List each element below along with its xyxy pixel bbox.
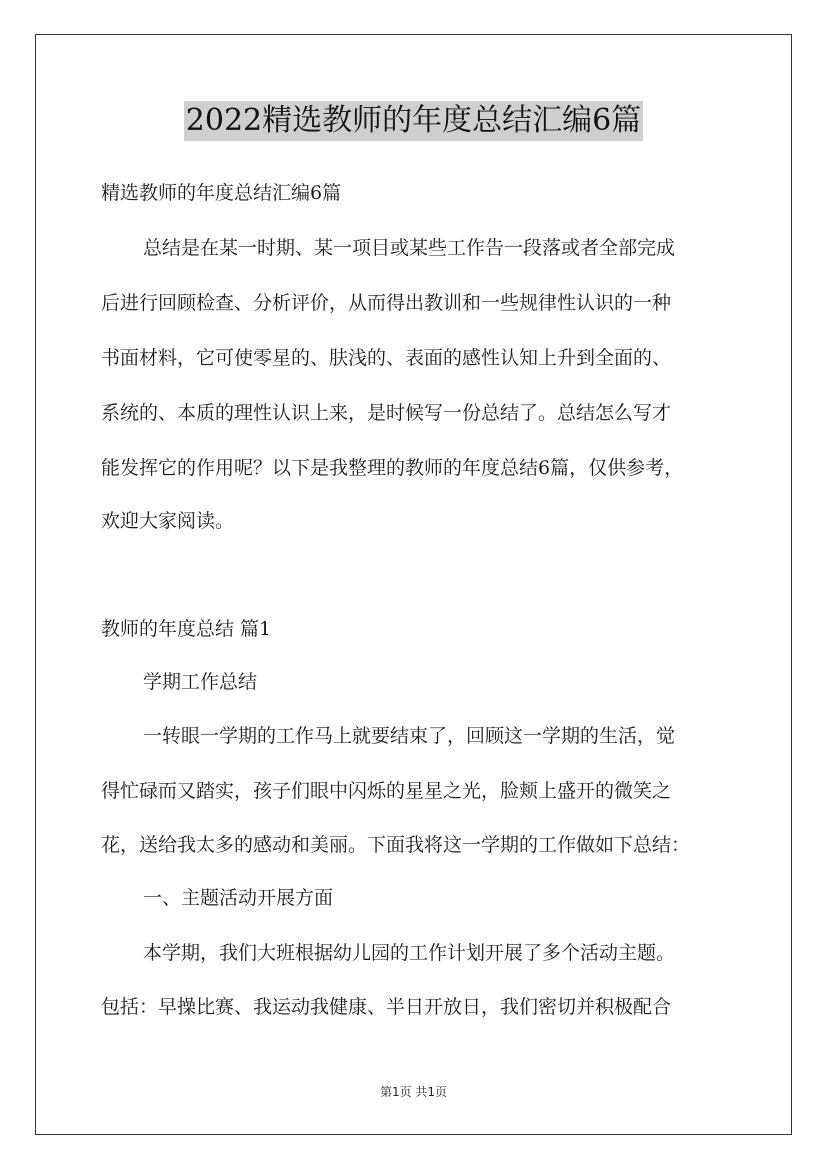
document-subtitle: 精选教师的年度总结汇编6篇 (101, 182, 342, 204)
intro-line: 书面材料，它可使零星的、肤浅的、表面的感性认知上升到全面的、 (101, 347, 672, 369)
point-heading: 一、主题活动开展方面 (143, 887, 334, 909)
section-subheading: 学期工作总结 (143, 671, 258, 693)
body-line: 花，送给我太多的感动和美丽。下面我将这一学期的工作做如下总结： (101, 834, 691, 856)
intro-line: 系统的、本质的理性认识上来，是时候写一份总结了。总结怎么写才 (101, 402, 672, 424)
intro-line: 后进行回顾检查、分析评价，从而得出教训和一些规律性认识的一种 (101, 292, 672, 314)
page-footer: 第1页 共1页 (379, 1085, 448, 1099)
body-line: 得忙碌而又踏实，孩子们眼中闪烁的星星之光，脸颊上盛开的微笑之 (101, 780, 672, 802)
section-heading: 教师的年度总结 篇1 (101, 618, 272, 640)
title-container (0, 101, 827, 141)
intro-line: 欢迎大家阅读。 (101, 510, 235, 532)
body-line: 包括：早操比赛、我运动我健康、半日开放日，我们密切并积极配合 (101, 996, 672, 1018)
body-line: 本学期，我们大班根据幼儿园的工作计划开展了多个活动主题。 (143, 942, 676, 964)
body-line: 一转眼一学期的工作马上就要结束了，回顾这一学期的生活，觉 (143, 725, 676, 747)
intro-line: 总结是在某一时期、某一项目或某些工作告一段落或者全部完成 (143, 237, 676, 259)
intro-line: 能发挥它的作用呢？以下是我整理的教师的年度总结6篇，仅供参考， (101, 457, 684, 479)
document-title: 2022精选教师的年度总结汇编6篇 (184, 101, 643, 141)
